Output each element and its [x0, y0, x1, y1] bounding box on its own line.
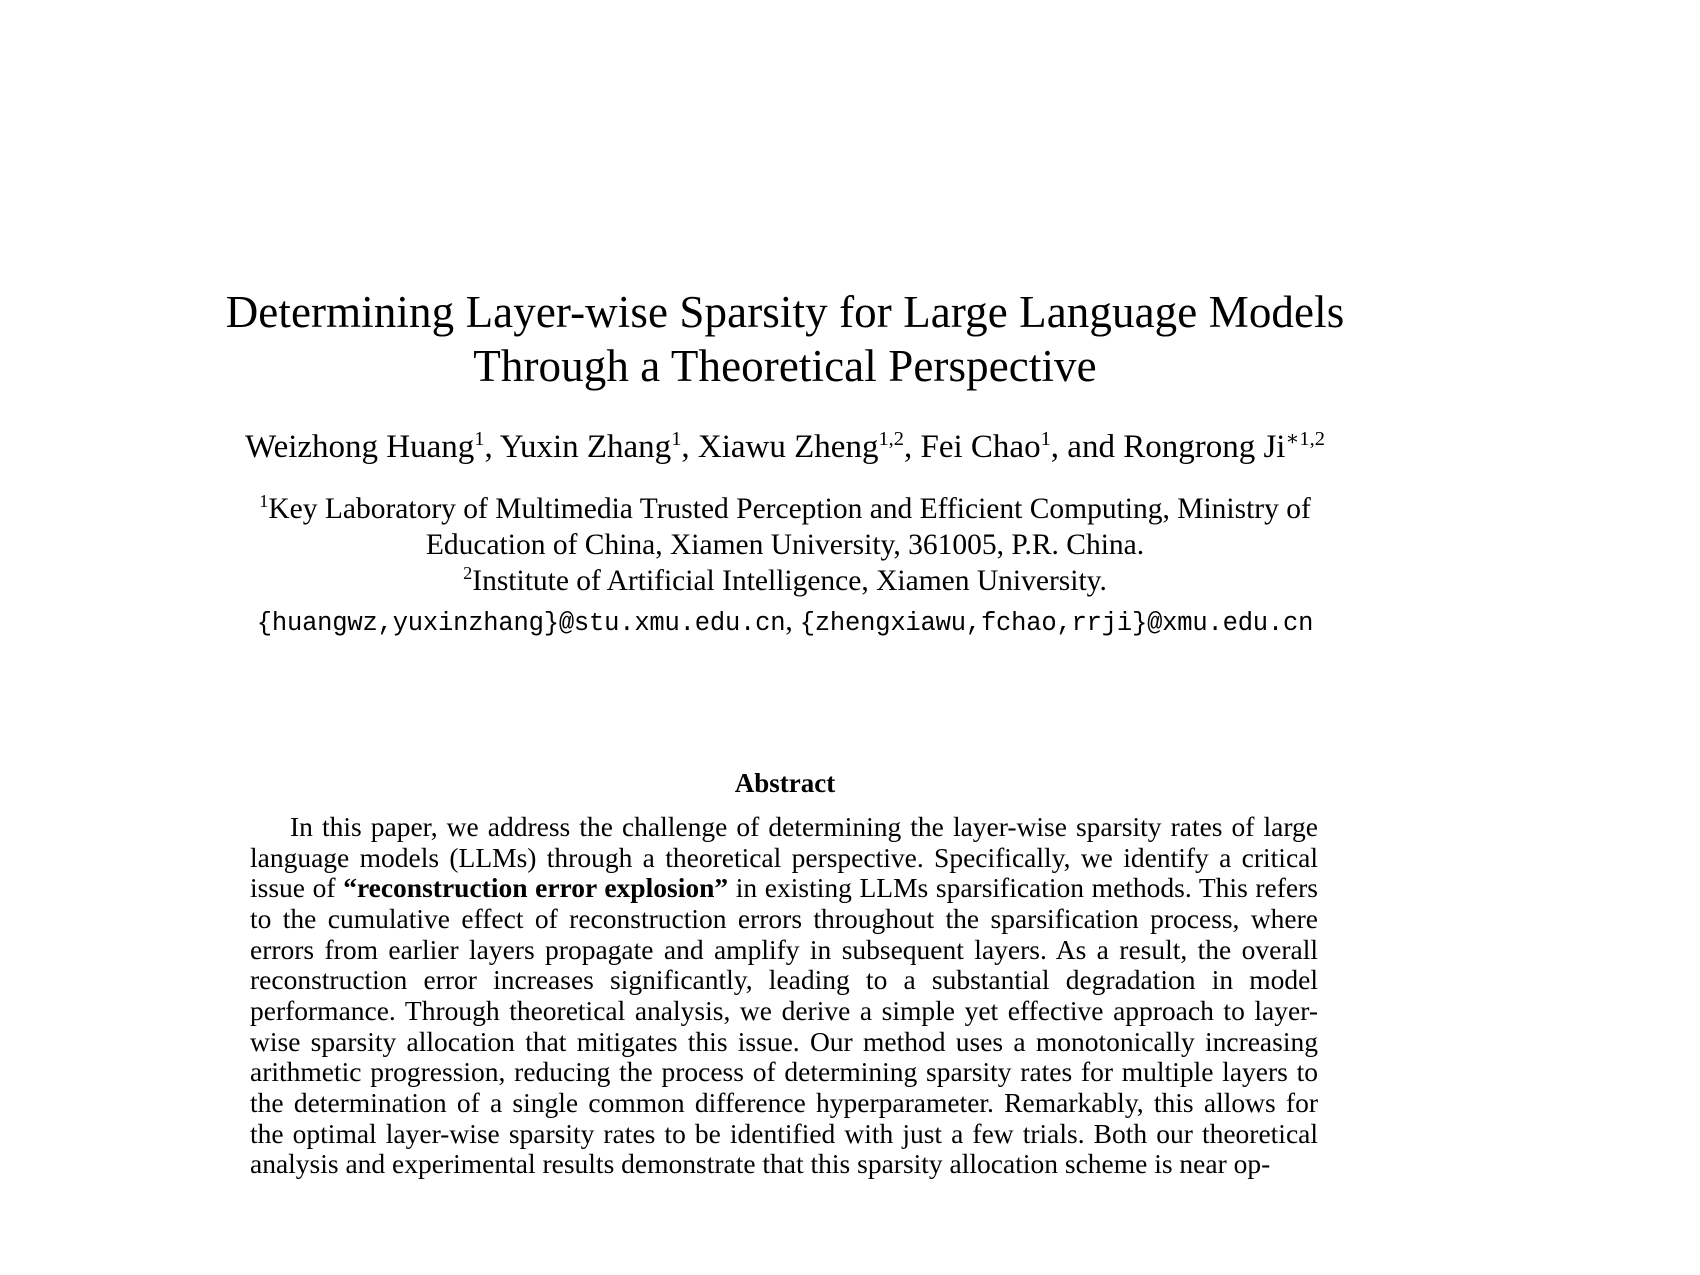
title-line-2: Through a Theoretical Perspective	[473, 341, 1097, 392]
author-name-5: Rongrong Ji	[1123, 429, 1286, 465]
email-group-1[interactable]: {huangwz,yuxinzhang}@stu.xmu.edu.cn	[256, 608, 786, 638]
author-name-4: Fei Chao	[920, 429, 1041, 465]
author-affil-mark-3: 1,2	[878, 428, 904, 450]
author-separator-3: ,	[904, 429, 921, 465]
author-name-2: Yuxin Zhang	[499, 429, 672, 465]
abstract-heading: Abstract	[734, 768, 836, 798]
author-separator-2: ,	[681, 429, 698, 465]
abstract-paragraph	[250, 812, 1318, 1180]
affiliation-block	[150, 492, 1420, 640]
author-affil-mark-1: 1	[474, 428, 485, 450]
affiliation-marker-2: 2	[463, 563, 473, 584]
author-affil-mark-4: 1	[1040, 428, 1051, 450]
email-separator: ,	[785, 604, 800, 637]
affiliation-1-line-1	[150, 492, 1420, 528]
title-line-1: Determining Layer-wise Sparsity for Large Language Models	[225, 287, 1345, 337]
contact-emails	[150, 604, 1420, 640]
affiliation-marker-1: 1	[259, 491, 269, 512]
affiliation-1-line-2: Education of China, Xiamen University, 361005, P.R. China.	[425, 528, 1145, 561]
author-affil-mark-2: 1	[671, 428, 682, 450]
abstract-body	[250, 812, 1318, 1180]
abstract-text-part-1: In this paper, we address the challenge of determining the layer-wise sparsity rates of large language models (LLMs) through a theoretical perspective. Specifically, we identify a critical issue of	[250, 811, 1318, 904]
author-affil-mark-5: ∗1,2	[1285, 428, 1325, 450]
author-list	[180, 427, 1390, 468]
email-group-2[interactable]: {zhengxiawu,fchao,rrji}@xmu.edu.cn	[799, 608, 1314, 638]
abstract-bold-phrase: “reconstruction error explosion”	[343, 872, 729, 904]
abstract-text-part-2: in existing LLMs sparsification methods. This refers to the cumulative effect of reconstruction errors throughout the sparsification process, where errors from earlier layers propagate and amplify in subsequent layers. As a result, the overall reconstruction error increases significantly, leading to a substantial degradation in model performance. Through theoretical analysis, we derive a simple yet effective approach to layer-wise sparsity allocation that mitigates this issue. Our method uses a monotonically increasing arithmetic progression, reducing the process of determining sparsity rates for multiple layers to the determination of a single common difference hyperparameter. Remarkably, this allows for the optimal layer-wise sparsity rates to be identified with just a few trials. Both our theoretical analysis and experimental results demonstrate that this sparsity allocation scheme is near op-	[250, 872, 1318, 1180]
page-title	[180, 285, 1390, 394]
affiliation-2-line	[150, 564, 1420, 600]
author-name-1: Weizhong Huang	[245, 429, 475, 465]
title-block	[180, 285, 1390, 394]
author-separator-1: ,	[484, 429, 500, 465]
affiliation-1-text-a: Key Laboratory of Multimedia Trusted Perception and Efficient Computing, Ministry of	[268, 493, 1311, 525]
author-separator-4: , and	[1050, 429, 1124, 465]
author-name-3: Xiawu Zheng	[697, 429, 879, 465]
affiliation-2-text: Institute of Artificial Intelligence, Xiamen University.	[472, 564, 1107, 597]
